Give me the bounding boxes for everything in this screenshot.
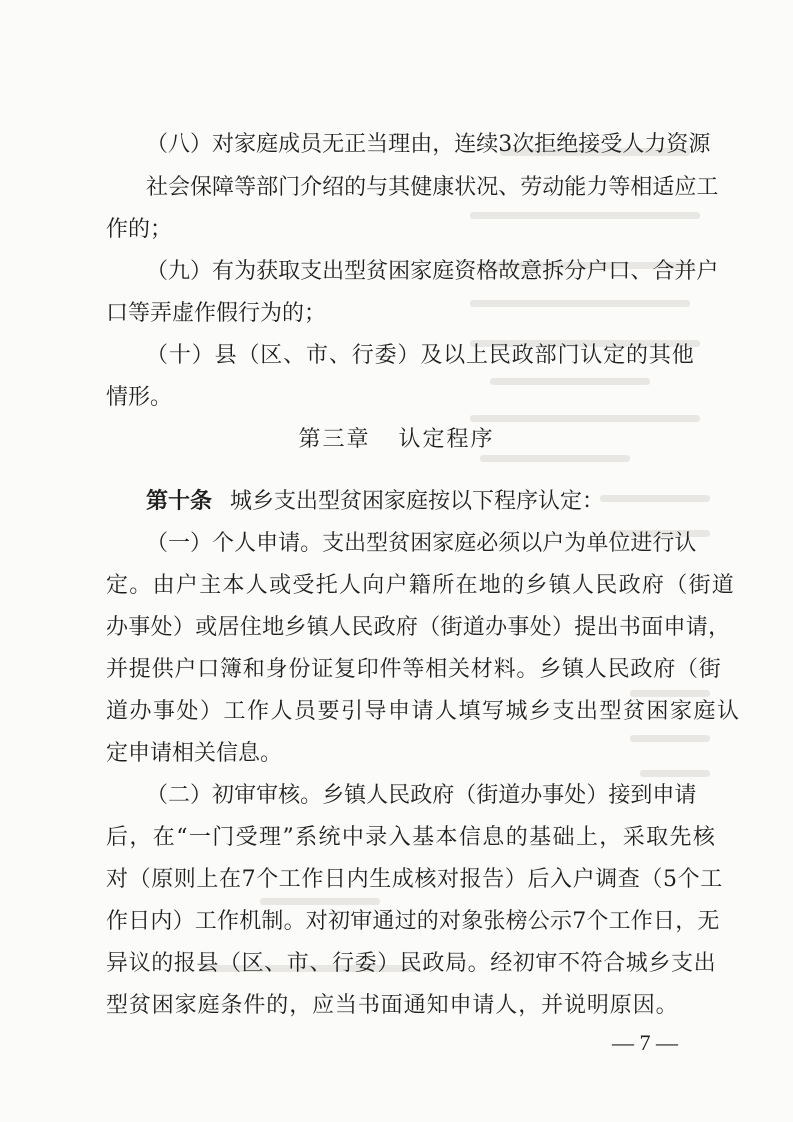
section-1-line-1: （ 一 ） 个 人 申 请 。 支 出 型 贫 困 家 庭 必 须 以 户 为 单 位 进 行 认 — [146, 531, 697, 556]
paragraph-10-line-1: （ 十 ） 县 （ 区 、 市 、 行 委 ） 及 以 上 民 政 部 门 认 定 的 其 他 — [146, 343, 694, 368]
article-intro: 城乡支出型贫困家庭按以下程序认定： — [230, 489, 605, 514]
page-number: — 7 — — [612, 1030, 678, 1055]
section-1-line-5: 道办事处）工作人员要引导申请人填写城乡支出型贫困家庭认 — [106, 699, 741, 724]
chapter-heading — [0, 423, 793, 457]
chapter-title: 认定程序 — [398, 427, 495, 452]
section-2-line-2: 后，在“一门受理”系统中录入基本信息的基础上，采取先核 — [106, 825, 717, 850]
paragraph-10-line-2: 情形。 — [106, 385, 173, 410]
section-2-line-5: 异议的报县（区、市、行委）民政局。经初审不符合城乡支出 — [106, 951, 717, 976]
section-2-line-3: 对（原则上在7个工作日内生成核对报告）后入户调查（5个工 — [106, 867, 723, 892]
section-1-line-3: 办事处）或居住地乡镇人民政府（街道办事处）提出书面申请， — [106, 615, 731, 640]
article-10-intro-line — [146, 485, 604, 519]
paragraph-8-line-1: （ 八 ） 对 家 庭 成 员 无 正 当 理 由 ， 连 续 3 次 拒 绝 接 受 人 力 资 源 — [146, 132, 711, 157]
paragraph-9-line-1: （ 九 ） 有 为 获 取 支 出 型 贫 困 家 庭 资 格 故 意 拆 分 户 口 、 合 并 户 — [146, 259, 719, 284]
section-1-line-6: 定申请相关信息。 — [106, 741, 283, 766]
chapter-number: 第三章 — [298, 427, 371, 452]
section-2-line-1: （ 二 ） 初 审 审 核 。 乡 镇 人 民 政 府 （ 街 道 办 事 处 ） 接 到 申 请 — [146, 783, 697, 808]
paragraph-8-line-2: 社 会 保 障 等 部 门 介 绍 的 与 其 健 康 状 况 、 劳 动 能 力 等 相 适 应 工 — [146, 175, 719, 200]
section-2-line-6: 型贫困家庭条件的，应当书面通知申请人，并说明原因。 — [106, 993, 679, 1018]
paragraph-8-line-3: 作的； — [106, 217, 173, 242]
article-label: 第十条 — [146, 489, 213, 514]
paragraph-9-line-2: 口等弄虚作假行为的； — [106, 301, 327, 326]
section-1-line-4: 并提供户口簿和身份证复印件等相关材料。乡镇人民政府（街 — [106, 657, 722, 682]
section-1-line-2: 定。由户主本人或受托人向户籍所在地的乡镇人民政府（街道 — [106, 573, 736, 598]
section-2-line-4: 作日内）工作机制。对初审通过的对象张榜公示7个工作日，无 — [106, 909, 720, 934]
